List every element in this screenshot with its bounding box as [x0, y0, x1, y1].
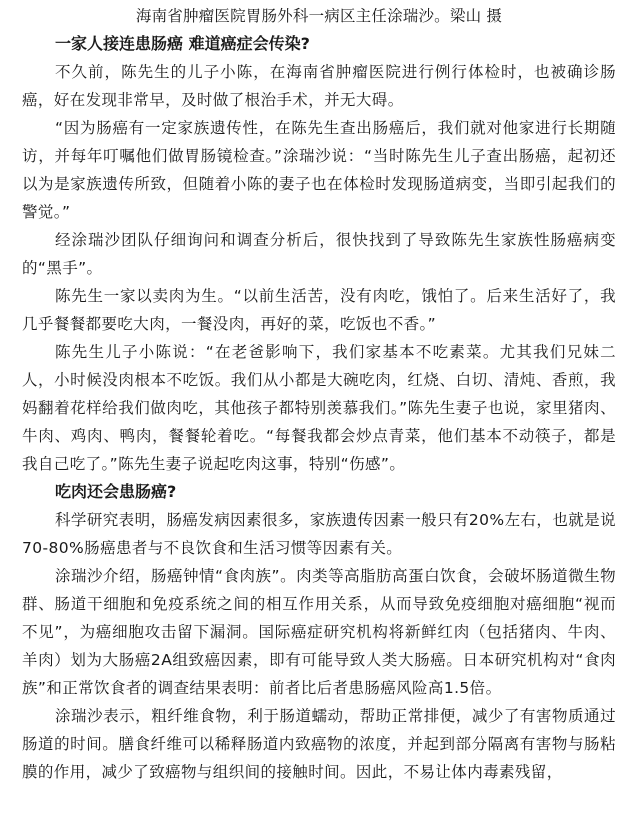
photo-caption: 海南省肿瘤医院胃肠外科一病区主任涂瑞沙。梁山 摄 — [135, 7, 503, 25]
section-heading-2: 吃肉还会患肠癌? — [55, 482, 177, 501]
paragraph: 经涂瑞沙团队仔细询问和调查分析后，很快找到了导致陈先生家族性肠癌病变的“黑手”。 — [22, 231, 616, 277]
paragraph: “因为肠癌有一定家族遗传性，在陈先生查出肠癌后，我们就对他家进行长期随访，并每年叮嘱他们做胃肠镜检查。”涂瑞沙说：“当时陈先生儿子查出肠癌，起初还以为是家族遗传所致，但随着小陈的妻子也在体检时发现肠道病变，当即引起我们的警觉。” — [22, 119, 616, 221]
paragraph: 科学研究表明，肠癌发病因素很多，家族遗传因素一般只有20%左右，也就是说70-80%肠癌患者与不良饮食和生活习惯等因素有关。 — [22, 511, 616, 557]
paragraph: 陈先生儿子小陈说：“在老爸影响下，我们家基本不吃素菜。尤其我们兄妹二人，小时候没肉根本不吃饭。我们从小都是大碗吃肉，红烧、白切、清炖、香煎，我妈翻着花样给我们做肉吃，其他孩子都特别羡慕我们。”陈先生妻子也说，家里猪肉、牛肉、鸡肉、鸭肉，餐餐轮着吃。“每餐我都会炒点青菜，他们基本不动筷子，都是我自己吃了。”陈先生妻子说起吃肉这事，特别“伤感”。 — [22, 343, 616, 473]
paragraph: 涂瑞沙介绍，肠癌钟情“食肉族”。肉类等高脂肪高蛋白饮食，会破坏肠道微生物群、肠道干细胞和免疫系统之间的相互作用关系，从而导致免疫细胞对癌细胞“视而不见”，为癌细胞攻击留下漏洞。国际癌症研究机构将新鲜红肉（包括猪肉、牛肉、羊肉）划为大肠癌2A组致癌因素，即有可能导致人类大肠癌。日本研究机构对“食肉族”和正常饮食者的调查结果表明：前者比后者患肠癌风险高1.5倍。 — [22, 567, 616, 697]
paragraph: 涂瑞沙表示，粗纤维食物，利于肠道蠕动，帮助正常排便，减少了有害物质通过肠道的时间。膳食纤维可以稀释肠道内致癌物的浓度，并起到部分隔离有害物与肠粘膜的作用，减少了致癌物与组织间的接触时间。因此，不易让体内毒素残留， — [22, 707, 616, 781]
paragraph: 陈先生一家以卖肉为生。“以前生活苦，没有肉吃，饿怕了。后来生活好了，我几乎餐餐都要吃大肉，一餐没肉，再好的菜，吃饭也不香。” — [22, 287, 616, 333]
paragraph: 不久前，陈先生的儿子小陈，在海南省肿瘤医院进行例行体检时，也被确诊肠癌，好在发现非常早，及时做了根治手术，并无大碍。 — [22, 63, 616, 109]
section-heading-1: 一家人接连患肠癌 难道癌症会传染? — [55, 34, 310, 53]
